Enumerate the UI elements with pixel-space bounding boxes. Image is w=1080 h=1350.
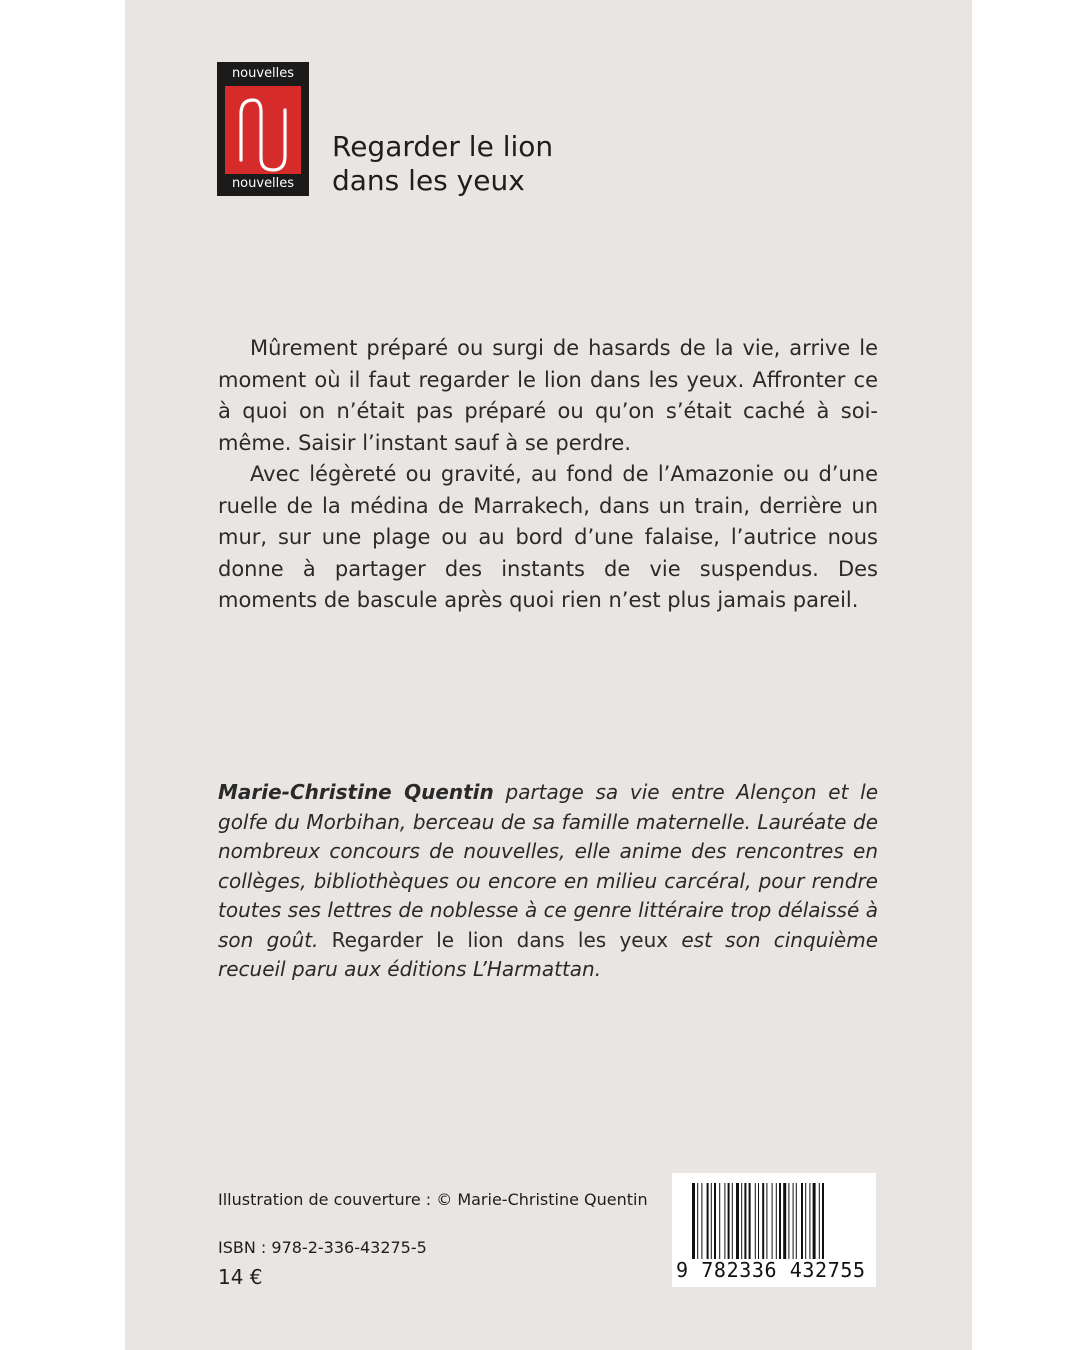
summary-paragraph-2: Avec légèreté ou gravité, au fond de l’Amazonie ou d’une ruelle de la médina de Marrakech, dans un train, derrière un mur, sur une plage ou au bord d’une falaise, l’autrice nous donne à partager des instants de vie suspendus. Des moments de bascule après quoi rien n’est plus jamais pareil.: [218, 462, 878, 612]
barcode-bar: [741, 1183, 742, 1259]
barcode-bar: [749, 1183, 751, 1259]
title-line-2: dans les yeux: [332, 164, 525, 197]
author-name: Marie-Christine Quentin: [218, 780, 494, 804]
barcode-bar: [711, 1183, 712, 1259]
barcode-bar: [762, 1183, 764, 1259]
back-cover: [125, 0, 972, 1350]
barcode-bar: [707, 1183, 709, 1259]
barcode-bar: [776, 1183, 777, 1259]
barcode-bar: [813, 1183, 816, 1259]
logo-bottom-text: nouvelles: [231, 176, 295, 191]
barcode-digits: 9 782336 432755: [676, 1258, 866, 1282]
barcode-bar: [772, 1183, 773, 1259]
summary-paragraph-1: Mûrement préparé ou surgi de hasards de la vie, arrive le moment où il faut regarder le lion dans les yeux. Affronter ce à quoi on n’était pas préparé ou qu’on s’était caché à soi-même. Saisir l’instant sauf à se perdre.: [218, 336, 878, 455]
barcode-bar: [701, 1183, 702, 1259]
barcode-bar: [697, 1183, 698, 1259]
barcode-bar: [779, 1183, 781, 1259]
barcode-bar: [805, 1183, 806, 1259]
book-title: [332, 130, 732, 198]
barcode-bar: [755, 1183, 756, 1259]
barcode-bar: [719, 1183, 720, 1259]
barcode-bar: [796, 1183, 797, 1259]
bio-book-title: Regarder le lion dans les yeux: [331, 927, 669, 952]
logo-top-text: nouvelles: [231, 66, 295, 81]
barcode-bar: [819, 1183, 820, 1259]
summary-text: [218, 333, 878, 617]
price-text: 14 €: [218, 1265, 263, 1289]
barcode-bar: [732, 1183, 733, 1259]
barcode-bar: [801, 1183, 803, 1259]
barcode-bar: [783, 1183, 786, 1259]
barcode-bar: [788, 1183, 789, 1259]
barcode-bar: [822, 1183, 824, 1259]
barcode-bar: [766, 1183, 767, 1259]
bio-text-2: est son cinquième recueil paru aux éditions L’Harmattan.: [218, 927, 878, 981]
author-bio: [218, 778, 878, 985]
barcode-bar: [793, 1183, 794, 1259]
barcode-bar: [809, 1183, 810, 1259]
barcode-bar: [714, 1183, 716, 1259]
barcode-bar: [724, 1183, 725, 1259]
barcode: [672, 1173, 876, 1287]
barcode-bar: [692, 1183, 695, 1259]
barcode-bar: [758, 1183, 759, 1259]
title-line-1: Regarder le lion: [332, 130, 554, 163]
illustration-credit: Illustration de couverture : © Marie-Christine Quentin: [218, 1190, 648, 1209]
barcode-bar: [728, 1183, 730, 1259]
publisher-logo: [217, 62, 309, 196]
barcode-bar: [736, 1183, 739, 1259]
isbn-text: ISBN : 978-2-336-43275-5: [218, 1238, 427, 1257]
barcode-bar: [744, 1183, 746, 1259]
bio-text-1: partage sa vie entre Alençon et le golfe du Morbihan, berceau de sa famille maternelle. Lauréate de nombreux concours de nouvelles, elle anime des rencontres en collèges, bibliothèques ou encore en milieu carcéral, pour rendre toutes ses lettres de noblesse à ce genre littéraire trop délaissé à son goût.: [218, 780, 878, 952]
barcode-bars: [672, 1173, 876, 1263]
